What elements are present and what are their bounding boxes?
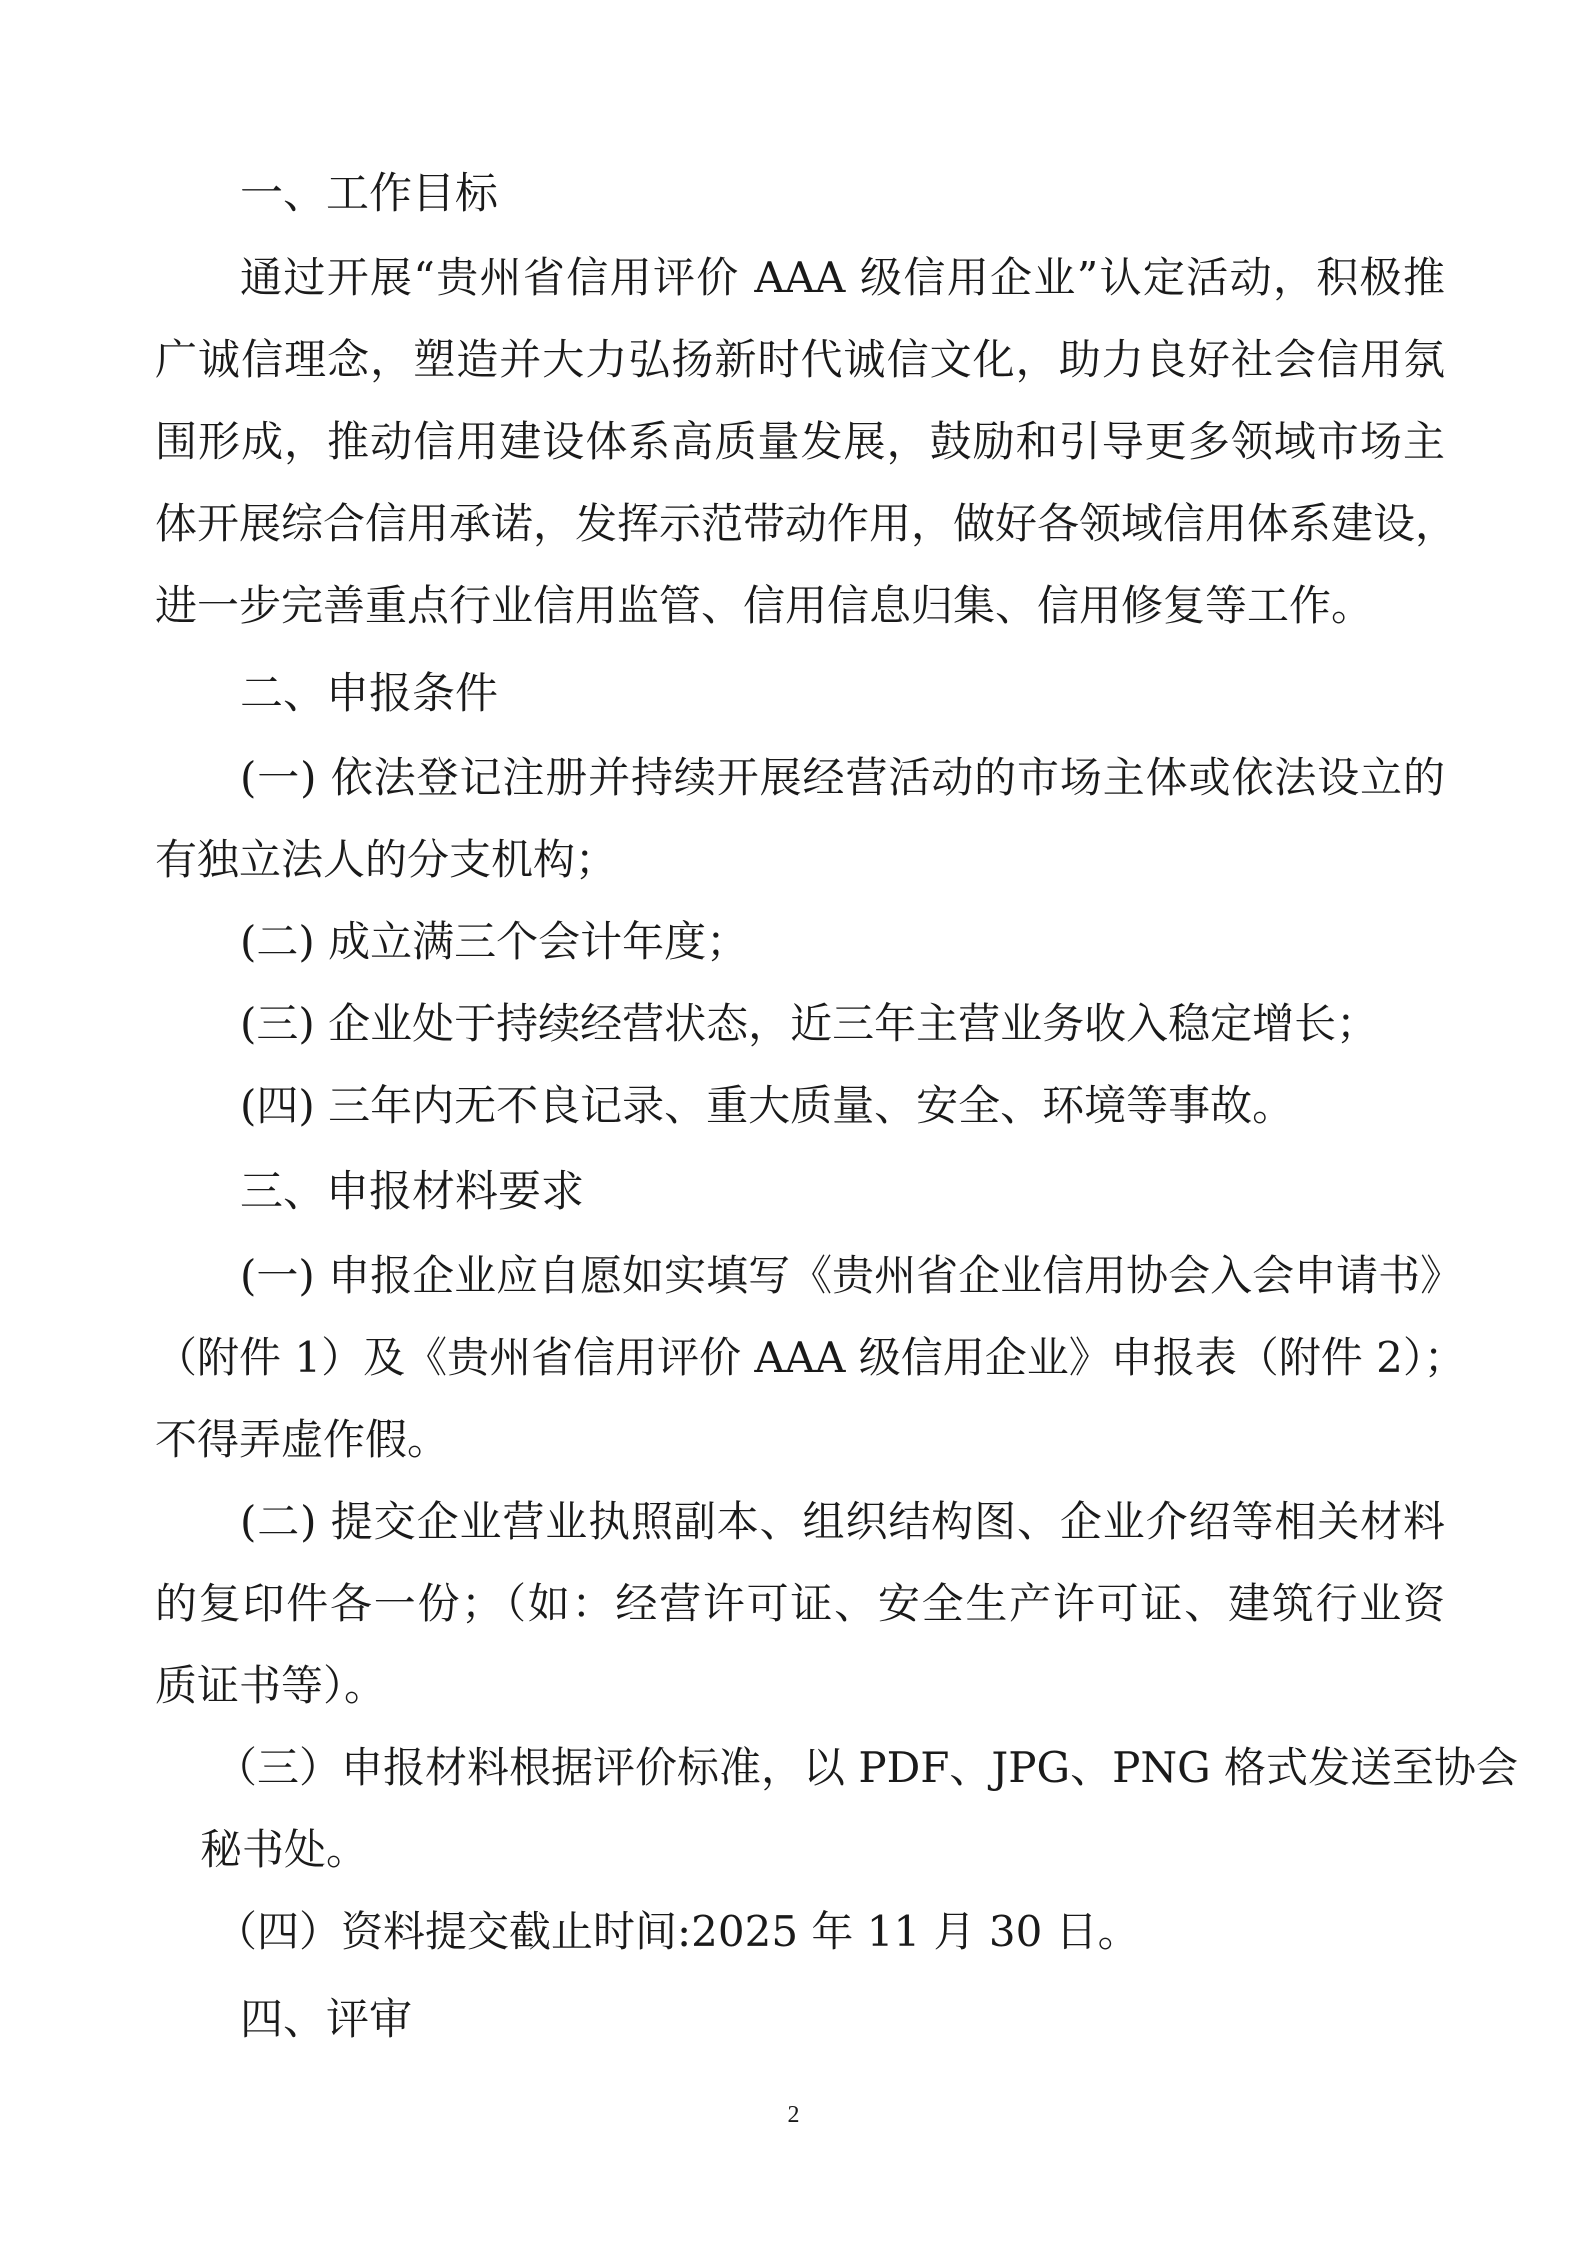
material-line-1: (一) 申报企业应自愿如实填写《贵州省企业信用协会入会申请书》 [240, 1251, 1463, 1300]
condition-line-3: (二) 成立满三个会计年度； [240, 917, 749, 966]
material-line-7: （三）申报材料根据评价标准，以 PDF、JPG、PNG 格式发送至协会 [215, 1743, 1518, 1792]
material-line-5: 的复印件各一份；（如：经营许可证、安全生产许可证、建筑行业资 [155, 1579, 1445, 1628]
material-line-6: 质证书等）。 [155, 1661, 387, 1710]
goal-line-4: 体开展综合信用承诺，发挥示范带动作用，做好各领域信用体系建设， [155, 499, 1458, 548]
section-heading-review: 四、评审 [240, 1995, 412, 2045]
condition-line-5: (四) 三年内无不良记录、重大质量、安全、环境等事故。 [240, 1081, 1295, 1130]
material-line-3: 不得弄虚作假。 [155, 1415, 450, 1464]
material-line-4: (二) 提交企业营业执照副本、组织结构图、企业介绍等相关材料 [240, 1497, 1445, 1546]
material-line-9: （四）资料提交截止时间:2025 年 11 月 30 日。 [215, 1907, 1140, 1956]
section-heading-materials: 三、申报材料要求 [240, 1167, 584, 1217]
condition-line-4: (三) 企业处于持续经营状态，近三年主营业务收入稳定增长； [240, 999, 1379, 1048]
goal-line-3: 围形成，推动信用建设体系高质量发展，鼓励和引导更多领域市场主 [155, 417, 1445, 466]
goal-line-2: 广诚信理念，塑造并大力弘扬新时代诚信文化，助力良好社会信用氛 [155, 335, 1445, 384]
page-number: 2 [787, 2102, 800, 2128]
section-heading-conditions: 二、申报条件 [240, 669, 498, 719]
goal-line-1: 通过开展“贵州省信用评价 AAA 级信用企业”认定活动，积极推 [240, 253, 1445, 302]
material-line-8: 秘书处。 [200, 1825, 369, 1874]
material-line-2: （附件 1）及《贵州省信用评价 AAA 级信用企业》申报表（附件 2）； [155, 1333, 1466, 1382]
section-heading-goal: 一、工作目标 [240, 169, 498, 219]
condition-line-2: 有独立法人的分支机构； [155, 835, 618, 884]
goal-line-5: 进一步完善重点行业信用监管、信用信息归集、信用修复等工作。 [155, 581, 1374, 630]
condition-line-1: (一) 依法登记注册并持续开展经营活动的市场主体或依法设立的 [240, 753, 1445, 802]
